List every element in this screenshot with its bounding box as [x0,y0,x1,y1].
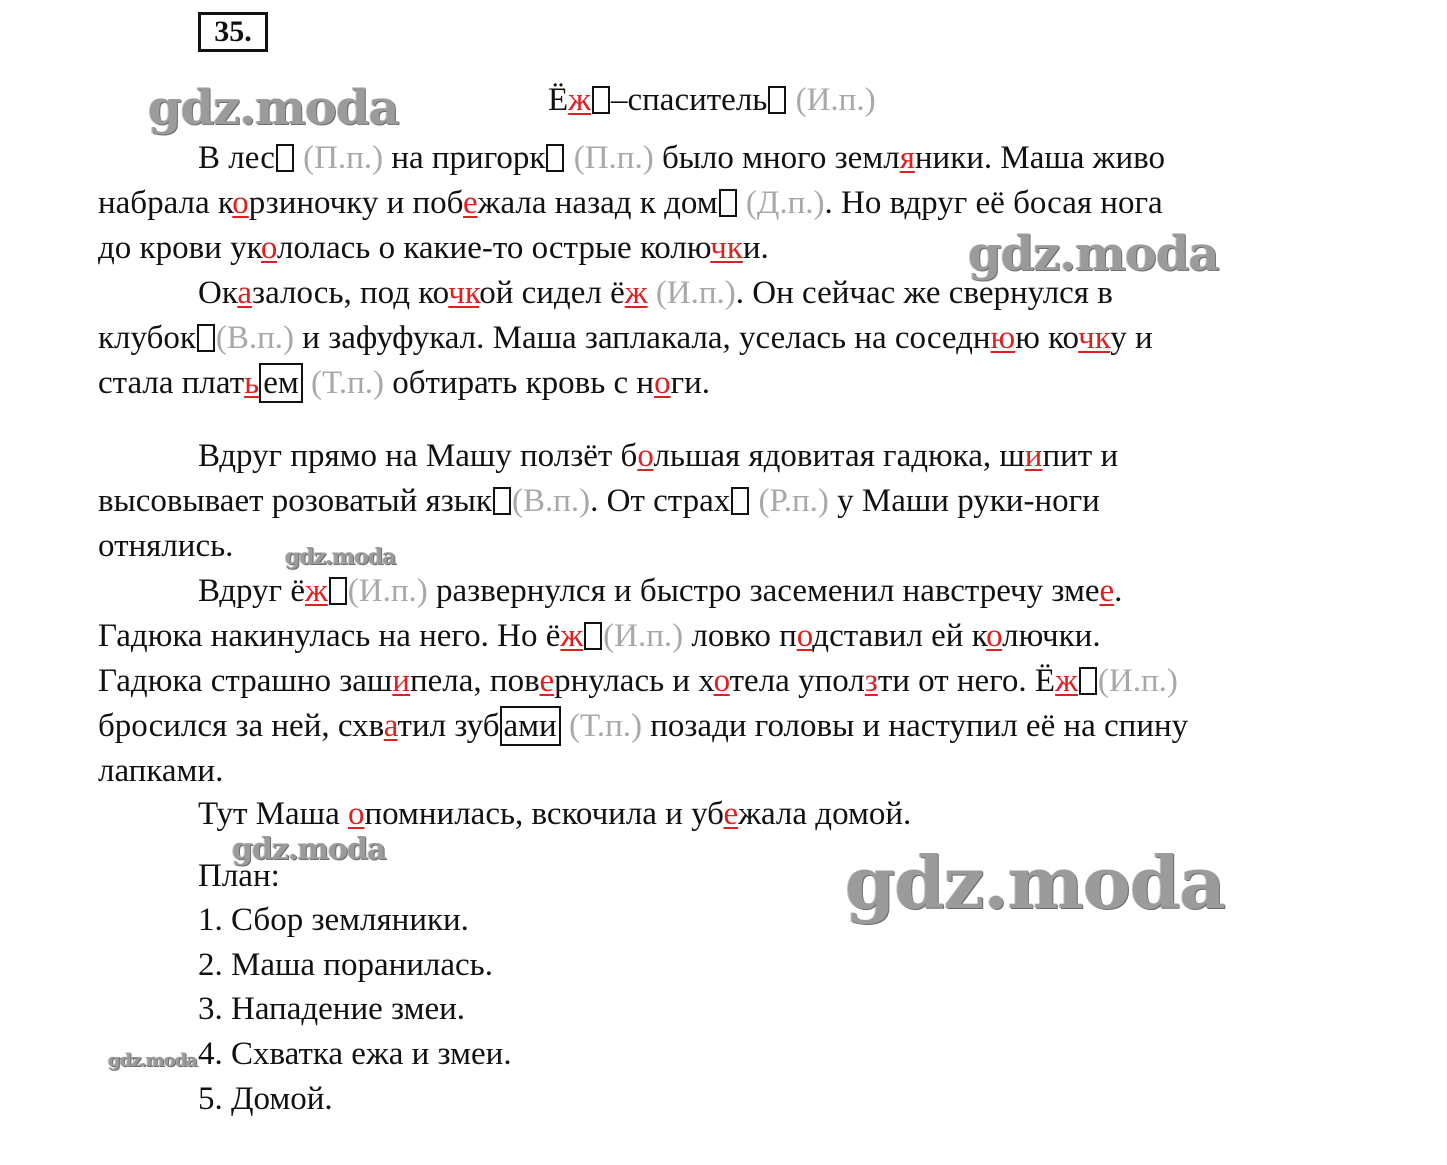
plan-item: 4. Схватка ежа и змеи. [198,1036,512,1072]
text-line: клубок (В.п.) и зафуфукал. Маша заплакала, уселась на соседнюю кочку и [98,320,1153,356]
plan-item: 2. Маша поранилась. [198,947,493,983]
text-line: стала плать ем (Т.п.) обтирать кровь с ноги. [98,365,711,401]
text-line: до крови укололась о какие-то острые колючки. [98,230,769,266]
text-line: Гадюка накинулась на него. Но ёж (И.п.) ловко подставил ей колючки. [98,618,1101,654]
ending-box [768,86,786,114]
text-line: отнялись. [98,528,234,564]
text-title: Ёж –спаситель (И.п.) [548,82,876,118]
text-line: лапками. [98,753,224,789]
text-line: Оказалось, под кочкой сидел ёж (И.п.). Он сейчас же свернулся в [198,275,1113,311]
watermark: gdz.moda [845,840,1225,925]
plan-item: 5. Домой. [198,1081,333,1117]
plan-item: 1. Сбор земляники. [198,902,469,938]
watermark: gdz.moda [285,544,396,570]
text-line: Гадюка страшно зашипела, повернулась и хотела уползти от него. Ёж (И.п.) [98,663,1178,699]
ending-box [592,86,610,114]
watermark: gdz.moda [148,80,399,136]
text-line: Вдруг прямо на Машу ползёт большая ядовитая гадюка, шипит и [198,438,1119,474]
plan-heading: План: [198,858,280,894]
text-line: набрала корзиночку и побежала назад к дом (Д.п.). Но вдруг её босая нога [98,185,1163,221]
plan-item: 3. Нападение змеи. [198,991,466,1027]
watermark: gdz.moda [232,832,386,867]
exercise-number: 35. [198,12,268,52]
text-line: высовывает розоватый язык (В.п.). От страх (Р.п.) у Маши руки-ноги [98,483,1100,519]
text-line: Тут Маша опомнилась, вскочила и убежала домой. [198,796,912,832]
text-line: Вдруг ёж (И.п.) развернулся и быстро засеменил навстречу змее. [198,573,1123,609]
watermark: gdz.moda [108,1050,197,1071]
text-line: бросился за ней, схватил зуб ами (Т.п.) позади головы и наступил её на спину [98,708,1189,744]
text-line: В лес (П.п.) на пригорк (П.п.) было много земляники. Маша живо [198,140,1166,176]
watermark: gdz.moda [968,226,1219,282]
